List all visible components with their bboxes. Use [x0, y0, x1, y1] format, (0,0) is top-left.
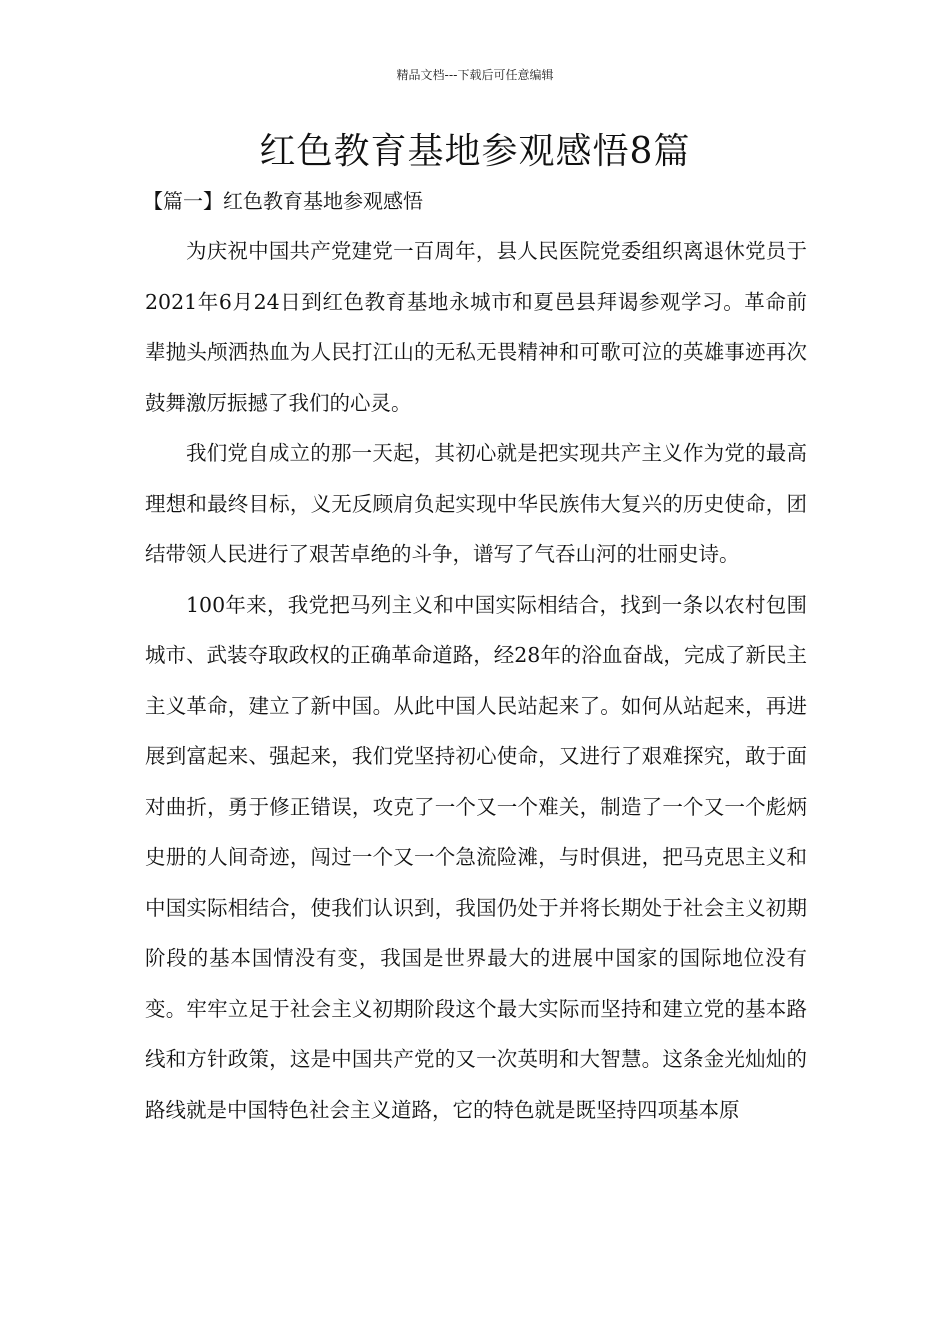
- header-note: 精品文档---下载后可任意编辑: [396, 68, 554, 82]
- section-heading: 【篇一】红色教育基地参观感悟: [143, 189, 423, 213]
- paragraph: 我们党自成立的那一天起，其初心就是把实现共产主义作为党的最高理想和最终目标，义无反顾肩负起实现中华民族伟大复兴的历史使命，团结带领人民进行了艰苦卓绝的斗争，谱写了气吞山河的壮丽史诗。: [145, 441, 807, 566]
- document-title: 红色教育基地参观感悟8篇: [259, 131, 691, 172]
- paragraph: 100年来，我党把马列主义和中国实际相结合，找到一条以农村包围城市、武装夺取政权的正确革命道路，经28年的浴血奋战，完成了新民主主义革命，建立了新中国。从此中国人民站起来了。如何从站起来，再进展到富起来、强起来，我们党坚持初心使命，又进行了艰难探究，敢于面对曲折，勇于修正错误，攻克了一个又一个难关，制造了一个又一个彪炳史册的人间奇迹，闯过一个又一个急流险滩，与时俱进，把马克思主义和中国实际相结合，使我们认识到，我国仍处于并将长期处于社会主义初期阶段的基本国情没有变，我国是世界最大的进展中国家的国际地位没有变。牢牢立足于社会主义初期阶段这个最大实际而坚持和建立党的基本路线和方针政策，这是中国共产党的又一次英明和大智慧。这条金光灿灿的路线就是中国特色社会主义道路，它的特色就是既坚持四项基本原: [145, 592, 807, 1122]
- paragraph: 为庆祝中国共产党建党一百周年，县人民医院党委组织离退休党员于2021年6月24日到红色教育基地永城市和夏邑县拜谒参观学习。革命前辈抛头颅洒热血为人民打江山的无私无畏精神和可歌可泣的英雄事迹再次鼓舞激厉振撼了我们的心灵。: [145, 239, 807, 415]
- body-text: [145, 226, 807, 1135]
